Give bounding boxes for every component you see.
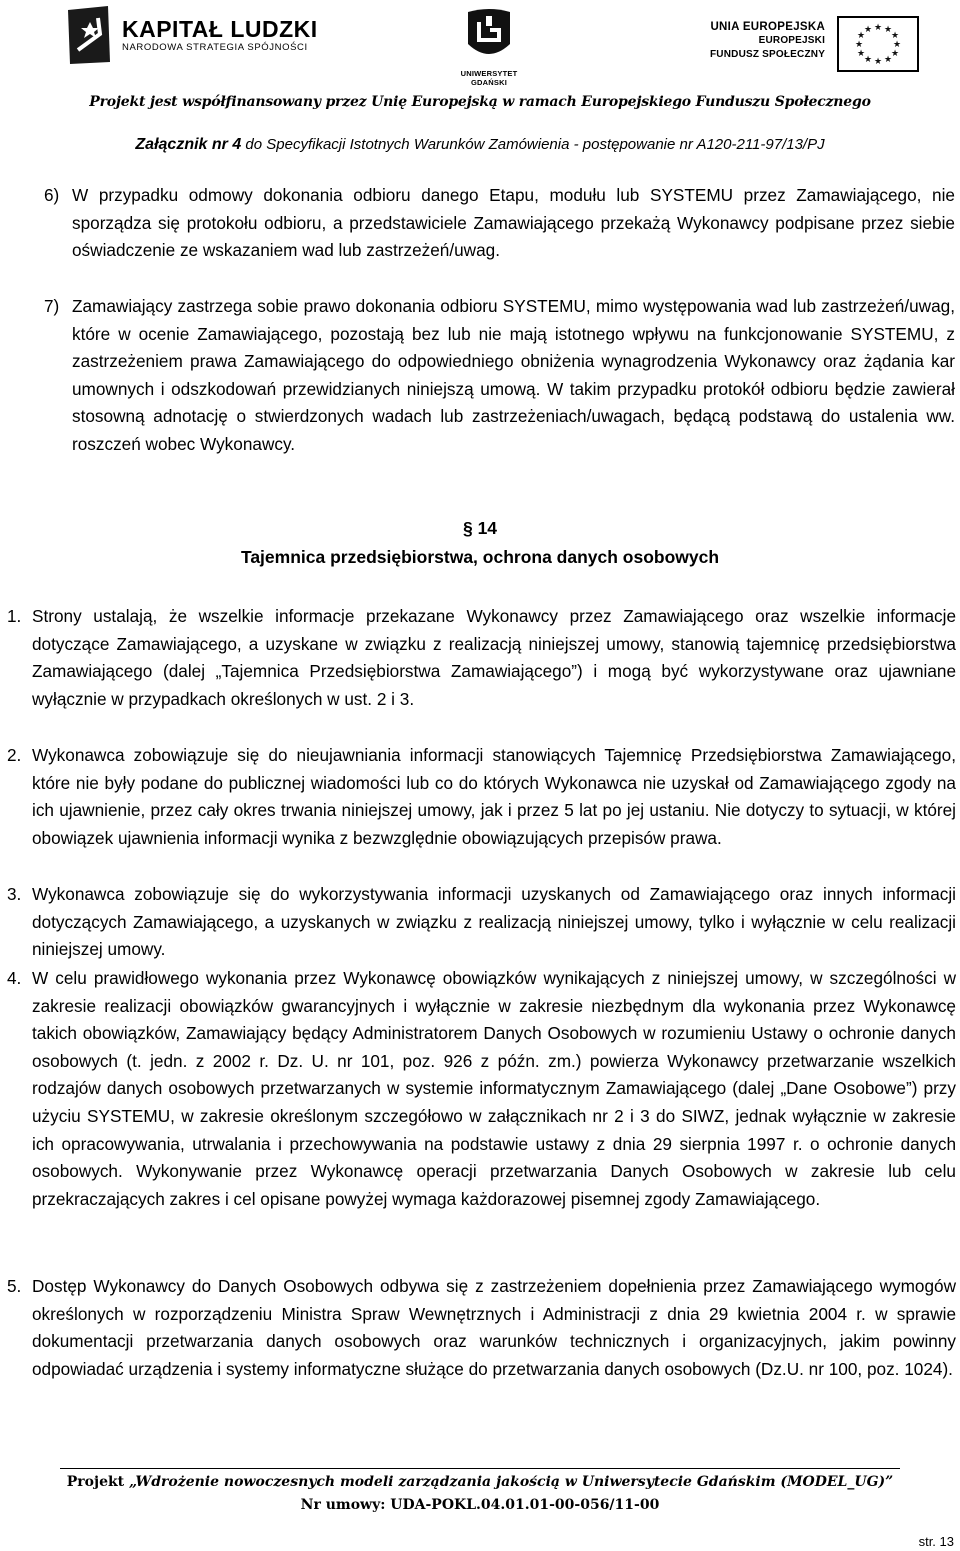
attachment-label: Załącznik nr 4 bbox=[135, 136, 242, 153]
svg-text:★: ★ bbox=[874, 57, 883, 67]
footer-rule bbox=[60, 1468, 900, 1469]
footer-project-name: „Wdrożenie nowoczesnych modeli zarządzania jakością w Uniwersytecie Gdańskim (MODEL_UG)” bbox=[129, 1474, 894, 1490]
clause-text-2: Wykonawca zobowiązuje się do nieujawniania informacji stanowiących Tajemnicę Przedsiębiorstwa Zamawiającego, które nie były podane do publicznej wiadomości lub co do których Wykonawca nie uzyskał od Zamawiającego zgody na ich ujawnienie, przez cały okres trwania niniejszej umowy, jak i przez 5 lat po jej ustaniu. Nie dotyczy to sytuacji, w której obowiązek ujawnienia informacji wynika z bezwzględnie obowiązujących przepisów prawa. bbox=[32, 745, 956, 848]
svg-text:★: ★ bbox=[874, 23, 883, 33]
clause-text-5: Dostęp Wykonawcy do Danych Osobowych odbywa się z zastrzeżeniem dopełnienia przez Zamawiającego wymogów określonych w rozporządzeniu Ministra Spraw Wewnętrznych i Administracji z dnia 29 kwietnia 2004 r. w sprawie dokumentacji przetwarzania danych osobowych oraz warunków technicznych i organizacyjnych, jakim powinny odpowiadać urządzenia i systemy informatyczne służące do przetwarzania danych osobowych (Dz.U. nr 100, poz. 1024). bbox=[32, 1276, 956, 1379]
footer-contract: Nr umowy: UDA-POKL.04.01.01-00-056/11-00 bbox=[300, 1497, 660, 1513]
university-logo bbox=[444, 8, 534, 87]
footer-project-prefix: Projekt bbox=[66, 1474, 130, 1490]
eu-line-3: FUNDUSZ SPOŁECZNY bbox=[710, 49, 826, 60]
item-number-7: 7) bbox=[44, 296, 60, 316]
clause-text-3: Wykonawca zobowiązuje się do wykorzystywania informacji uzyskanych od Zamawiającego oraz innych informacji dotyczących Zamawiającego, a uzyskanych w związku z realizacją niniejszej umowy, tylko i wyłącznie w celu realizacji niniejszej umowy. bbox=[32, 884, 956, 960]
section-title: Tajemnica przedsiębiorstwa, ochrona danych osobowych bbox=[240, 547, 720, 567]
kapital-ludzki-subtitle: NARODOWA STRATEGIA SPÓJNOŚCI bbox=[122, 42, 308, 53]
svg-text:★: ★ bbox=[884, 25, 893, 35]
svg-text:★: ★ bbox=[891, 31, 900, 41]
clause-number-2: 2. bbox=[7, 745, 22, 765]
svg-text:★: ★ bbox=[864, 55, 873, 65]
item-text-6: W przypadku odmowy dokonania odbioru danego Etapu, modułu lub SYSTEMU przez Zamawiającego, nie sporządza się protokołu odbioru, a przedstawiciele Zamawiającego przekażą Wykonawcy podpisane przez siebie oświadczenie ze wskazaniem wad lub zastrzeżeń/uwag. bbox=[72, 185, 955, 261]
section-number: § 14 bbox=[462, 518, 498, 538]
header-logos bbox=[0, 0, 960, 88]
svg-text:★: ★ bbox=[864, 25, 873, 35]
eu-line-1: UNIA EUROPEJSKA bbox=[710, 21, 826, 33]
kapital-ludzki-logo bbox=[64, 4, 318, 66]
eu-logo bbox=[710, 20, 919, 72]
eu-line-2: EUROPEJSKI bbox=[758, 35, 826, 46]
clause-text-1: Strony ustalają, że wszelkie informacje przekazane Wykonawcy przez Zamawiającego oraz wszelkie informacje dotyczące Zamawiającego, a uzyskane w związku z realizacją niniejszej umowy, stanowią tajemnicę przedsiębiorstwa Zamawiającego (dalej „Tajemnica Przedsiębiorstwa Zamawiającego”) i mogą być wykorzystywane oraz ujawniane wyłącznie w przypadkach określonych w ust. 2 i 3. bbox=[32, 606, 956, 709]
attachment-description: do Specyfikacji Istotnych Warunków Zamówienia - postępowanie nr A120-211-97/13/PJ bbox=[241, 136, 825, 153]
eu-flag-icon bbox=[837, 16, 919, 72]
attachment-line bbox=[0, 136, 960, 154]
item-number-6: 6) bbox=[44, 185, 60, 205]
svg-text:★: ★ bbox=[855, 40, 864, 50]
clause-number-1: 1. bbox=[7, 606, 22, 626]
kapital-ludzki-name: KAPITAŁ LUDZKI bbox=[122, 16, 318, 42]
clause-number-4: 4. bbox=[7, 968, 22, 988]
university-crest-icon bbox=[464, 8, 514, 62]
clause-text-4: W celu prawidłowego wykonania przez Wykonawcę obowiązków wynikających z niniejszej umowy, w szczególności w zakresie realizacji obowiązków gwarancyjnych i wyłącznie w zakresie niezbędnym dla wykonania przez Wykonawcę takich obowiązków, Zamawiający będący Administratorem Danych Osobowych w rozumieniu Ustawy o ochronie danych osobowych (t. jedn. z 2002 r. Dz. U. nr 101, poz. 926 z późn. zm.) powierza Wykonawcy przetwarzanie wszelkich rodzajów danych osobowych przetwarzanych w systemie informatycznym Zamawiającego (dalej „Dane Osobowe”) przy użyciu SYSTEMU, w zakresie określonym szczegółowo w załącznikach nr 2 i 3 do SIWZ, jednak wyłącznie w zakresie ich opracowywania, utrwalania i przechowywania na podstawie ustawy z dnia 29 sierpnia 1997 r. o ochronie danych osobowych. Wykonywanie przez Wykonawcę operacji przetwarzania Danych Osobowych w zakresie lub celu przekraczających zakres i cel opisane powyżej wymaga każdorazowej pisemnej zgody Zamawiającego. bbox=[32, 968, 956, 1209]
svg-text:★: ★ bbox=[891, 49, 900, 59]
cofinancing-line: Projekt jest współfinansowany przez Unię Europejską w ramach Europejskiego Funduszu Społecznego bbox=[89, 94, 871, 110]
page-number: str. 13 bbox=[918, 1534, 954, 1549]
clause-number-5: 5. bbox=[7, 1276, 22, 1296]
svg-text:★: ★ bbox=[857, 31, 866, 41]
svg-text:★: ★ bbox=[884, 55, 893, 65]
kapital-ludzki-emblem-icon bbox=[64, 4, 114, 66]
clause-number-3: 3. bbox=[7, 884, 22, 904]
university-name: UNIWERSYTET GDAŃSKI bbox=[460, 69, 518, 87]
item-text-7: Zamawiający zastrzega sobie prawo dokonania odbioru SYSTEMU, mimo występowania wad lub zastrzeżeń/uwag, które w ocenie Zamawiającego, pozostają bez lub nie mają istotnego wpływu na funkcjonowanie SYSTEMU, z zastrzeżeniem prawa Zamawiającego do odpowiedniego obniżenia wynagrodzenia Wykonawcy oraz żądania kar umownych i odszkodowań przewidzianych niniejszą umową. W takim przypadku protokół odbioru będzie zawierał stosowną adnotację o stwierdzonych wadach lub zastrzeżeniach/uwagach, będącą podstawą do ustalenia ww. roszczeń wobec Wykonawcy. bbox=[72, 296, 955, 454]
footer-project bbox=[0, 1474, 960, 1490]
svg-text:★: ★ bbox=[893, 40, 902, 50]
svg-text:★: ★ bbox=[857, 49, 866, 59]
